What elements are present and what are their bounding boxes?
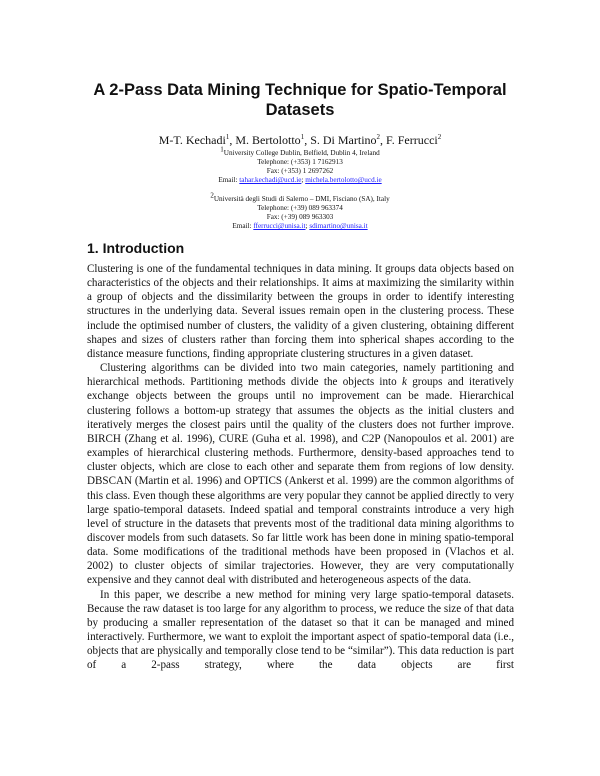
affiliation-mark: 1 [220,145,224,154]
email-link-dimartino[interactable]: sdimartino@unisa.it [309,222,368,230]
author-affiliation-mark: 1 [225,133,230,141]
affiliation-fax: Fax: (+39) 089 963303 [266,213,334,221]
email-link-bertolotto[interactable]: michela.bertolotto@ucd.ie [305,176,382,184]
author-separator: , [380,133,387,147]
affiliation-telephone: Telephone: (+39) 089 963374 [257,204,343,212]
author-separator: , [304,133,311,147]
paragraph-text: groups and iteratively exchange objects between the groups until no improvement can be made. Hierarchical clustering follows a bottom-up strategy that assumes the objects as the initial clusters and iteratively merges the closest pairs until the quality of the clusters does not further improve. BIRCH (Zhang et al. 1996), CURE (Guha et al. 1998), and C2P (Nanopoulos et al. 2001) are examples of hierarchical clustering methods. Furthermore, density-based approaches tend to cluster objects, which are close to each other and separate them from regions of low density. DBSCAN (Martin et al. 1996) and OPTICS (Ankerst et al. 1999) are the common algorithms of this class. Even though these algorithms are very popular they cannot be applied directly to very large spatio-temporal datasets. Indeed spatial and temporal constraints introduce a very high level of structure in the datasets that prevents most of the traditional data mining algorithms to discover models from such datasets. So far little work has been done in mining spatio-temporal data. Some modifications of the traditional methods have been proposed in (Vlachos et al. 2002) to cluster objects of similar trajectories. However, they are very computationally expensive and they cannot deal with distributed and heterogeneous aspects of the data. [87,376,514,587]
author-affiliation-mark: 1 [300,133,305,141]
author-name: F. Ferrucci [386,133,438,147]
affiliation-institution: University College Dublin, Belfield, Dublin 4, Ireland [223,149,380,157]
affiliation-telephone: Telephone: (+353) 1 7162913 [257,158,343,166]
author-name: S. Di Martino [310,133,377,147]
affiliation-1 [0,145,600,185]
author-name: M-T. Kechadi [158,133,226,147]
affiliation-institution: Università degli Studi di Salerno – DMI, Fisciano (SA), Italy [213,195,390,203]
title-line-1: A 2-Pass Data Mining Technique for Spatio-Temporal [93,81,507,99]
author-list [0,133,600,147]
author-affiliation-mark: 2 [376,133,381,141]
affiliation-2 [0,191,600,231]
email-link-ferrucci[interactable]: fferrucci@unisa.it [253,222,306,230]
email-link-kechadi[interactable]: tahar.kechadi@ucd.ie [239,176,302,184]
paragraph: In this paper, we describe a new method for mining very large spatio-temporal datasets. Because the raw dataset is too large for any algorithm to process, we reduce the size of that data by producing a smaller representation of the dataset so that it can be managed and mined interactively. Furthermore, we want to exploit the important aspect of spatio-temporal data (i.e., objects that are physically and temporally close tend to be “similar”). This data reduction is part of a 2-pass strategy, where the data objects are first [87,588,514,672]
affiliation-mark: 2 [210,191,214,200]
italic-variable: k [401,376,407,389]
paragraph [87,361,514,588]
paragraph-text: Clustering algorithms can be divided into two main categories, namely partitioning and hierarchical methods. Partitioning methods divide the objects into [87,362,514,389]
author-name: M. Bertolotto [235,133,301,147]
author-affiliation-mark: 2 [437,133,442,141]
section-heading: 1. Introduction [87,240,185,256]
affiliation-fax: Fax: (+353) 1 2697262 [266,167,334,175]
section-body [87,262,514,673]
paper-title [60,80,540,120]
email-label: Email: [232,222,252,230]
paragraph: Clustering is one of the fundamental techniques in data mining. It groups data objects based on characteristics of the objects and their relationships. It aims at maximizing the similarity within a group of objects and the dissimilarity between the groups in order to identify interesting structures in the underlying data. Several issues remain open in the clustering process. These include the optimised number of clusters, the validity of a given clustering, obtaining different shapes and sizes of clusters rather than forcing them into spherical shapes according to the distance measure functions, finding appropriate clustering structures in a given dataset. [87,263,514,360]
email-separator: ; [301,176,304,184]
title-line-2: Datasets [265,101,335,119]
email-separator: ; [305,222,308,230]
author-separator: , [229,133,236,147]
email-label: Email: [218,176,238,184]
